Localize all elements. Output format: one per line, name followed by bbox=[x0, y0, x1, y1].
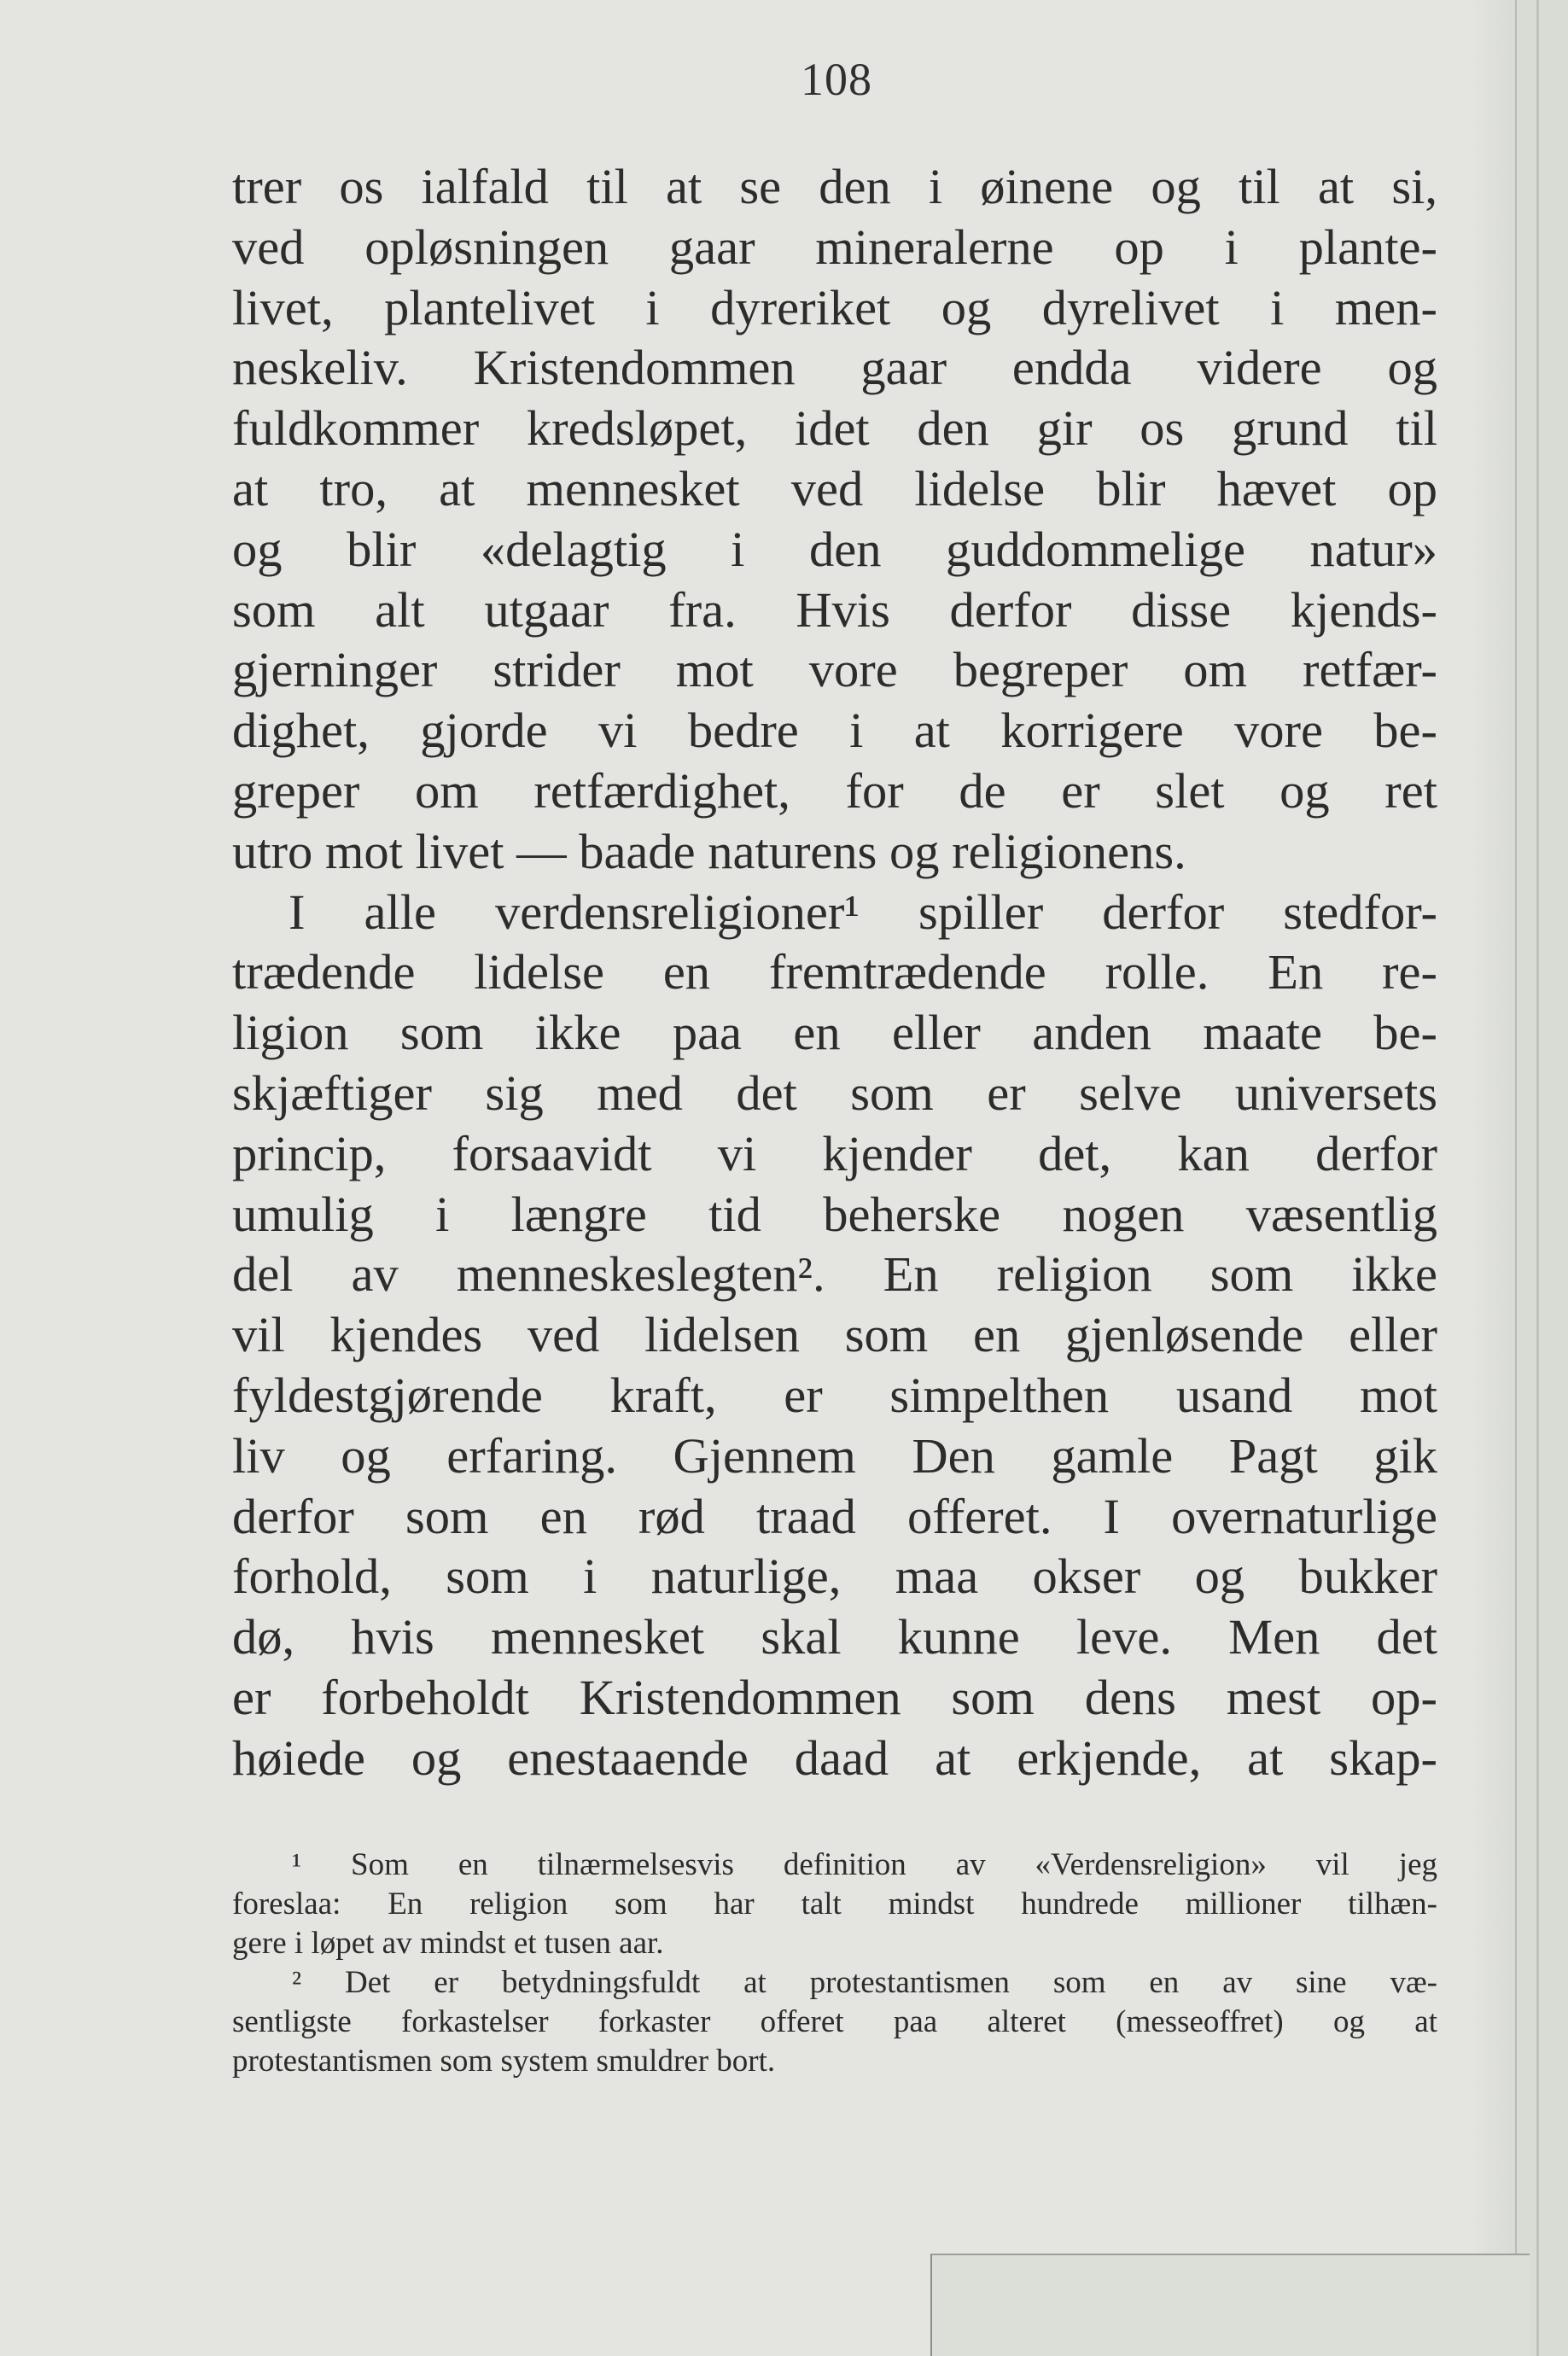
adjacent-page-edge bbox=[1515, 0, 1568, 2356]
text-line: liv og erfaring. Gjennem Den gamle Pagt gik bbox=[232, 1427, 1437, 1484]
body-text bbox=[232, 157, 1437, 1789]
page-number: 108 bbox=[801, 54, 872, 105]
text-line: utro mot livet — baade naturens og religionens. bbox=[232, 823, 1186, 879]
text-line: forhold, som i naturlige, maa okser og bukker bbox=[232, 1548, 1437, 1605]
text-line: høiede og enestaaende daad at erkjende, at skap- bbox=[232, 1729, 1437, 1786]
paragraph-start-line: I alle verdensreligioner¹ spiller derfor stedfor- bbox=[289, 884, 1437, 940]
footnote-1-line: gere i løpet av mindst et tusen aar. bbox=[232, 1926, 664, 1961]
text-line: livet, plantelivet i dyreriket og dyrelivet i men- bbox=[232, 279, 1437, 335]
text-line: greper om retfærdighet, for de er slet og ret bbox=[232, 762, 1437, 819]
text-line: ved opløsningen gaar mineralerne op i plante- bbox=[232, 219, 1437, 275]
footnotes bbox=[232, 1846, 1437, 2081]
text-line: fuldkommer kredsløpet, idet den gir os grund til bbox=[232, 400, 1437, 457]
text-line: dø, hvis mennesket skal kunne leve. Men det bbox=[232, 1609, 1437, 1665]
text-line: skjæftiger sig med det som er selve universets bbox=[232, 1064, 1437, 1121]
text-line: fyldestgjørende kraft, er simpelthen usand mot bbox=[232, 1367, 1437, 1423]
text-line: derfor som en rød traad offeret. I overnaturlige bbox=[232, 1488, 1437, 1544]
text-line: er forbeholdt Kristendommen som dens mest op- bbox=[232, 1669, 1437, 1725]
text-line: del av menneskeslegten². En religion som ikke bbox=[232, 1246, 1437, 1303]
text-line: dighet, gjorde vi bedre i at korrigere vore be- bbox=[232, 703, 1437, 759]
page-edge-line bbox=[1536, 0, 1539, 2356]
text-line: gjerninger strider mot vore begreper om retfær- bbox=[232, 642, 1437, 698]
footnote-2-line: sentligste forkastelser forkaster offeret paa alteret (messeoffret) og at bbox=[232, 2004, 1437, 2039]
footnote-1-line: ¹ Som en tilnærmelsesvis definition av «Verdensreligion» vil jeg bbox=[292, 1847, 1437, 1882]
text-line: neskeliv. Kristendommen gaar endda videre og bbox=[232, 340, 1437, 396]
paper-slip bbox=[930, 2254, 1530, 2356]
footnote-1-line: foreslaa: En religion som har talt mindst hundrede millioner tilhæn- bbox=[232, 1887, 1437, 1922]
footnote-2-line: ² Det er betydningsfuldt at protestantismen som en av sine væ- bbox=[292, 1965, 1437, 2000]
text-line: ligion som ikke paa en eller anden maate be- bbox=[232, 1005, 1437, 1061]
text-line: at tro, at mennesket ved lidelse blir hævet op bbox=[232, 460, 1437, 516]
text-line: trædende lidelse en fremtrædende rolle. En re- bbox=[232, 944, 1437, 1000]
footnote-2-line: protestantismen som system smuldrer bort. bbox=[232, 2044, 776, 2079]
text-line: vil kjendes ved lidelsen som en gjenløsende eller bbox=[232, 1307, 1437, 1363]
text-line: trer os ialfald til at se den i øinene og til at si, bbox=[232, 159, 1437, 214]
text-line: princip, forsaavidt vi kjender det, kan derfor bbox=[232, 1125, 1437, 1181]
text-line: umulig i længre tid beherske nogen væsentlig bbox=[232, 1186, 1437, 1242]
text-line: og blir «delagtig i den guddommelige natur» bbox=[232, 521, 1437, 577]
text-line: som alt utgaar fra. Hvis derfor disse kjends- bbox=[232, 581, 1437, 638]
